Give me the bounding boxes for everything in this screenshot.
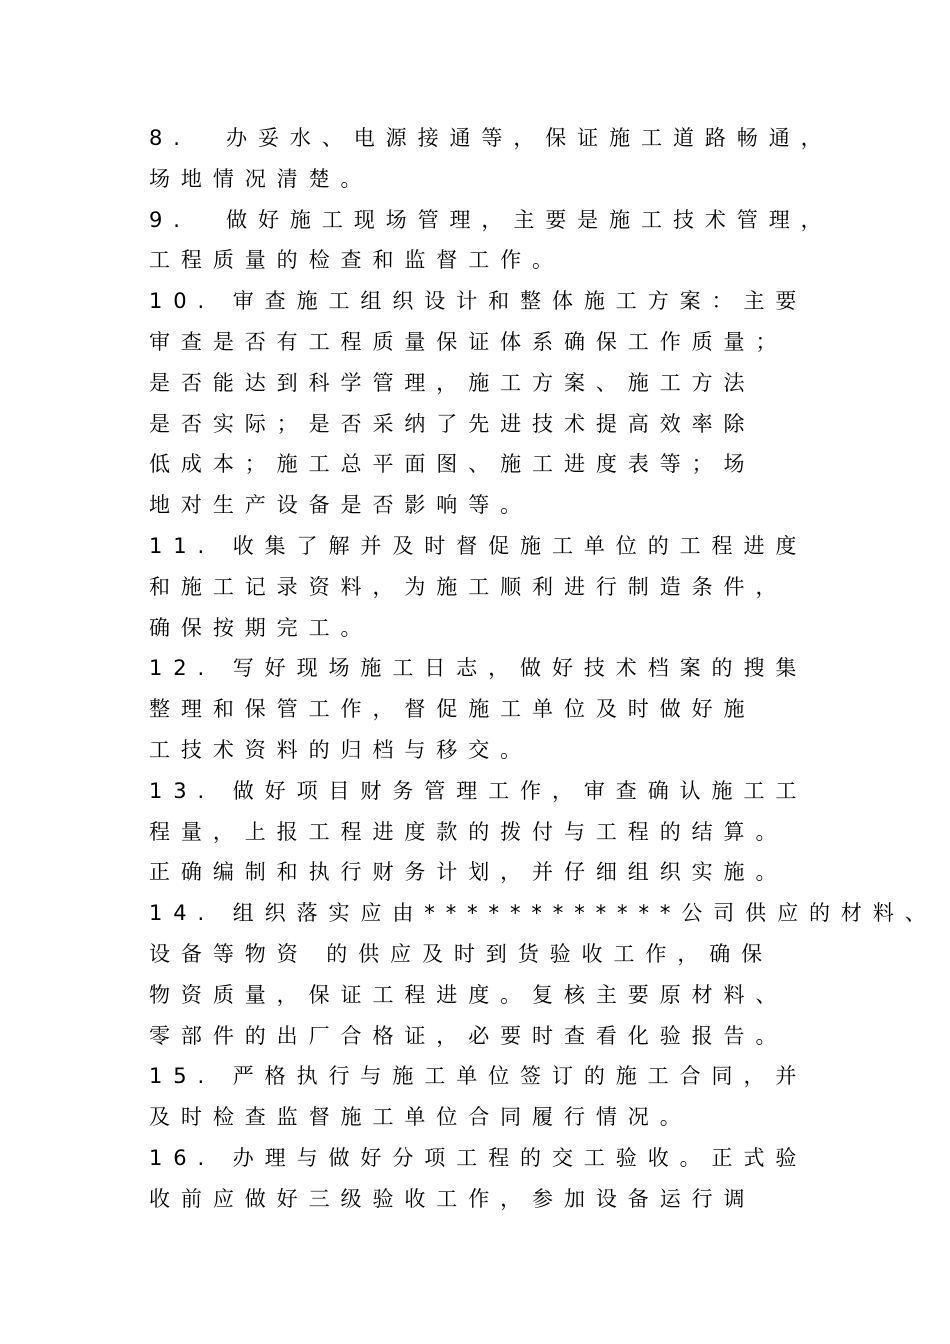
text-line: 14. 组织落实应由************公司供应的材料、 — [149, 901, 937, 926]
text-line: 12. 写好现场施工日志，做好技术档案的搜集 — [149, 656, 808, 681]
text-line: 9. 做好施工现场管理，主要是施工技术管理， — [149, 207, 833, 232]
text-line: 10. 审查施工组织设计和整体施工方案：主要 — [149, 289, 808, 314]
text-line: 和施工记录资料，为施工顺利进行制造条件， — [149, 574, 788, 599]
text-line: 场地情况清楚。 — [149, 166, 373, 191]
text-line: 16. 办理与做好分项工程的交工验收。正式验 — [149, 1145, 808, 1170]
text-line: 确保按期完工。 — [149, 615, 373, 640]
text-line: 收前应做好三级验收工作，参加设备运行调 — [149, 1186, 756, 1211]
text-line: 是否能达到科学管理，施工方案、施工方法 — [149, 370, 756, 395]
text-line: 8. 办妥水、电源接通等，保证施工道路畅通， — [149, 126, 833, 150]
text-line: 物资质量，保证工程进度。复核主要原材料、 — [149, 982, 788, 1007]
text-line: 正确编制和执行财务计划，并仔细组织实施。 — [149, 860, 788, 885]
text-line: 低成本；施工总平面图、施工进度表等；场 — [149, 452, 756, 477]
body-text — [149, 118, 937, 1220]
text-line: 整理和保管工作，督促施工单位及时做好施 — [149, 697, 756, 722]
text-line: 工程质量的检查和监督工作。 — [149, 248, 564, 273]
text-line: 零部件的出厂合格证，必要时查看化验报告。 — [149, 1023, 788, 1048]
text-line: 工技术资料的归档与移交。 — [149, 737, 533, 762]
text-line: 及时检查监督施工单位合同履行情况。 — [149, 1105, 692, 1130]
text-line: 地对生产设备是否影响等。 — [149, 493, 533, 518]
text-line: 设备等物资 的供应及时到货验收工作，确保 — [149, 941, 774, 966]
text-line: 是否实际；是否采纳了先进技术提高效率除 — [149, 411, 756, 436]
text-line: 13. 做好项目财务管理工作，审查确认施工工 — [149, 778, 808, 803]
text-line: 审查是否有工程质量保证体系确保工作质量； — [149, 329, 788, 354]
text-line: 程量，上报工程进度款的拨付与工程的结算。 — [149, 819, 788, 844]
text-line: 15. 严格执行与施工单位签订的施工合同，并 — [149, 1064, 808, 1089]
text-line: 11. 收集了解并及时督促施工单位的工程进度 — [149, 533, 808, 558]
